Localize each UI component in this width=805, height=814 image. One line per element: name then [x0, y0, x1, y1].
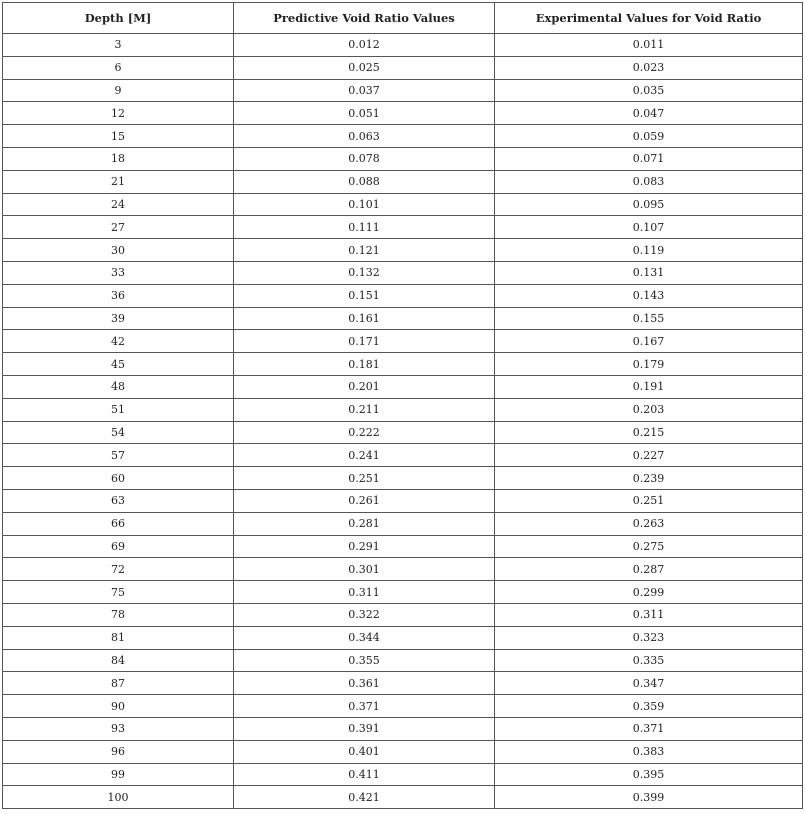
cell-experimental-void-ratio: 0.395	[495, 763, 803, 786]
cell-experimental-void-ratio: 0.167	[495, 330, 803, 353]
cell-experimental-void-ratio: 0.203	[495, 398, 803, 421]
cell-depth: 60	[3, 467, 234, 490]
void-ratio-table	[2, 2, 803, 809]
header-depth: Depth [M]	[3, 3, 234, 34]
cell-experimental-void-ratio: 0.119	[495, 239, 803, 262]
cell-experimental-void-ratio: 0.399	[495, 786, 803, 809]
table-row	[3, 672, 803, 695]
cell-experimental-void-ratio: 0.275	[495, 535, 803, 558]
cell-depth: 54	[3, 421, 234, 444]
cell-predictive-void-ratio: 0.322	[234, 603, 495, 626]
cell-predictive-void-ratio: 0.201	[234, 375, 495, 398]
table-row	[3, 763, 803, 786]
cell-depth: 18	[3, 147, 234, 170]
cell-experimental-void-ratio: 0.251	[495, 489, 803, 512]
table-row	[3, 239, 803, 262]
table-row	[3, 79, 803, 102]
cell-predictive-void-ratio: 0.078	[234, 147, 495, 170]
cell-depth: 12	[3, 102, 234, 125]
cell-experimental-void-ratio: 0.059	[495, 125, 803, 148]
table-row	[3, 467, 803, 490]
cell-predictive-void-ratio: 0.181	[234, 353, 495, 376]
header-predictive-void-ratio: Predictive Void Ratio Values	[234, 3, 495, 34]
cell-predictive-void-ratio: 0.261	[234, 489, 495, 512]
table-row	[3, 786, 803, 809]
table-row	[3, 353, 803, 376]
cell-predictive-void-ratio: 0.391	[234, 717, 495, 740]
cell-predictive-void-ratio: 0.063	[234, 125, 495, 148]
table-row	[3, 695, 803, 718]
cell-depth: 93	[3, 717, 234, 740]
cell-experimental-void-ratio: 0.191	[495, 375, 803, 398]
table-header	[3, 3, 803, 34]
cell-predictive-void-ratio: 0.311	[234, 581, 495, 604]
cell-predictive-void-ratio: 0.121	[234, 239, 495, 262]
cell-experimental-void-ratio: 0.383	[495, 740, 803, 763]
cell-depth: 51	[3, 398, 234, 421]
cell-experimental-void-ratio: 0.215	[495, 421, 803, 444]
table-row	[3, 581, 803, 604]
cell-predictive-void-ratio: 0.301	[234, 558, 495, 581]
table-row	[3, 375, 803, 398]
table-row	[3, 626, 803, 649]
cell-depth: 21	[3, 170, 234, 193]
cell-depth: 87	[3, 672, 234, 695]
cell-depth: 36	[3, 284, 234, 307]
cell-depth: 39	[3, 307, 234, 330]
cell-predictive-void-ratio: 0.355	[234, 649, 495, 672]
table-row	[3, 444, 803, 467]
cell-experimental-void-ratio: 0.035	[495, 79, 803, 102]
table-row	[3, 284, 803, 307]
cell-experimental-void-ratio: 0.047	[495, 102, 803, 125]
cell-depth: 42	[3, 330, 234, 353]
table-row	[3, 535, 803, 558]
table-row	[3, 603, 803, 626]
cell-predictive-void-ratio: 0.241	[234, 444, 495, 467]
cell-predictive-void-ratio: 0.101	[234, 193, 495, 216]
cell-depth: 72	[3, 558, 234, 581]
cell-depth: 48	[3, 375, 234, 398]
cell-predictive-void-ratio: 0.012	[234, 34, 495, 57]
table-row	[3, 717, 803, 740]
cell-predictive-void-ratio: 0.037	[234, 79, 495, 102]
cell-predictive-void-ratio: 0.411	[234, 763, 495, 786]
cell-predictive-void-ratio: 0.401	[234, 740, 495, 763]
table-row	[3, 147, 803, 170]
cell-experimental-void-ratio: 0.359	[495, 695, 803, 718]
table-row	[3, 421, 803, 444]
cell-predictive-void-ratio: 0.051	[234, 102, 495, 125]
cell-predictive-void-ratio: 0.088	[234, 170, 495, 193]
cell-depth: 63	[3, 489, 234, 512]
cell-depth: 45	[3, 353, 234, 376]
cell-experimental-void-ratio: 0.011	[495, 34, 803, 57]
cell-experimental-void-ratio: 0.143	[495, 284, 803, 307]
cell-predictive-void-ratio: 0.111	[234, 216, 495, 239]
cell-predictive-void-ratio: 0.344	[234, 626, 495, 649]
cell-experimental-void-ratio: 0.071	[495, 147, 803, 170]
header-experimental-void-ratio: Experimental Values for Void Ratio	[495, 3, 803, 34]
table-row	[3, 102, 803, 125]
cell-experimental-void-ratio: 0.239	[495, 467, 803, 490]
cell-experimental-void-ratio: 0.083	[495, 170, 803, 193]
cell-experimental-void-ratio: 0.323	[495, 626, 803, 649]
cell-depth: 24	[3, 193, 234, 216]
cell-predictive-void-ratio: 0.161	[234, 307, 495, 330]
cell-experimental-void-ratio: 0.107	[495, 216, 803, 239]
cell-depth: 30	[3, 239, 234, 262]
cell-depth: 3	[3, 34, 234, 57]
table-row	[3, 558, 803, 581]
header-row	[3, 3, 803, 34]
table-row	[3, 649, 803, 672]
cell-depth: 15	[3, 125, 234, 148]
table-row	[3, 330, 803, 353]
cell-experimental-void-ratio: 0.179	[495, 353, 803, 376]
table-row	[3, 489, 803, 512]
cell-experimental-void-ratio: 0.023	[495, 56, 803, 79]
table-row	[3, 512, 803, 535]
table-row	[3, 398, 803, 421]
table-row	[3, 125, 803, 148]
cell-predictive-void-ratio: 0.222	[234, 421, 495, 444]
cell-predictive-void-ratio: 0.025	[234, 56, 495, 79]
table-row	[3, 34, 803, 57]
cell-predictive-void-ratio: 0.371	[234, 695, 495, 718]
table-row	[3, 307, 803, 330]
table-body	[3, 34, 803, 809]
cell-experimental-void-ratio: 0.347	[495, 672, 803, 695]
cell-experimental-void-ratio: 0.371	[495, 717, 803, 740]
cell-depth: 96	[3, 740, 234, 763]
cell-predictive-void-ratio: 0.281	[234, 512, 495, 535]
cell-predictive-void-ratio: 0.132	[234, 261, 495, 284]
cell-depth: 75	[3, 581, 234, 604]
cell-depth: 6	[3, 56, 234, 79]
cell-predictive-void-ratio: 0.291	[234, 535, 495, 558]
cell-experimental-void-ratio: 0.263	[495, 512, 803, 535]
cell-depth: 84	[3, 649, 234, 672]
cell-experimental-void-ratio: 0.155	[495, 307, 803, 330]
cell-depth: 81	[3, 626, 234, 649]
cell-predictive-void-ratio: 0.151	[234, 284, 495, 307]
cell-depth: 100	[3, 786, 234, 809]
cell-predictive-void-ratio: 0.211	[234, 398, 495, 421]
cell-experimental-void-ratio: 0.131	[495, 261, 803, 284]
cell-depth: 27	[3, 216, 234, 239]
cell-predictive-void-ratio: 0.361	[234, 672, 495, 695]
table-row	[3, 216, 803, 239]
cell-depth: 69	[3, 535, 234, 558]
cell-predictive-void-ratio: 0.171	[234, 330, 495, 353]
table-row	[3, 740, 803, 763]
cell-depth: 90	[3, 695, 234, 718]
cell-predictive-void-ratio: 0.421	[234, 786, 495, 809]
cell-depth: 99	[3, 763, 234, 786]
cell-experimental-void-ratio: 0.095	[495, 193, 803, 216]
cell-experimental-void-ratio: 0.227	[495, 444, 803, 467]
cell-experimental-void-ratio: 0.311	[495, 603, 803, 626]
cell-experimental-void-ratio: 0.335	[495, 649, 803, 672]
cell-experimental-void-ratio: 0.287	[495, 558, 803, 581]
table-row	[3, 193, 803, 216]
table-row	[3, 261, 803, 284]
cell-depth: 9	[3, 79, 234, 102]
cell-depth: 78	[3, 603, 234, 626]
cell-depth: 66	[3, 512, 234, 535]
table-row	[3, 56, 803, 79]
cell-depth: 57	[3, 444, 234, 467]
cell-depth: 33	[3, 261, 234, 284]
table-row	[3, 170, 803, 193]
cell-experimental-void-ratio: 0.299	[495, 581, 803, 604]
cell-predictive-void-ratio: 0.251	[234, 467, 495, 490]
